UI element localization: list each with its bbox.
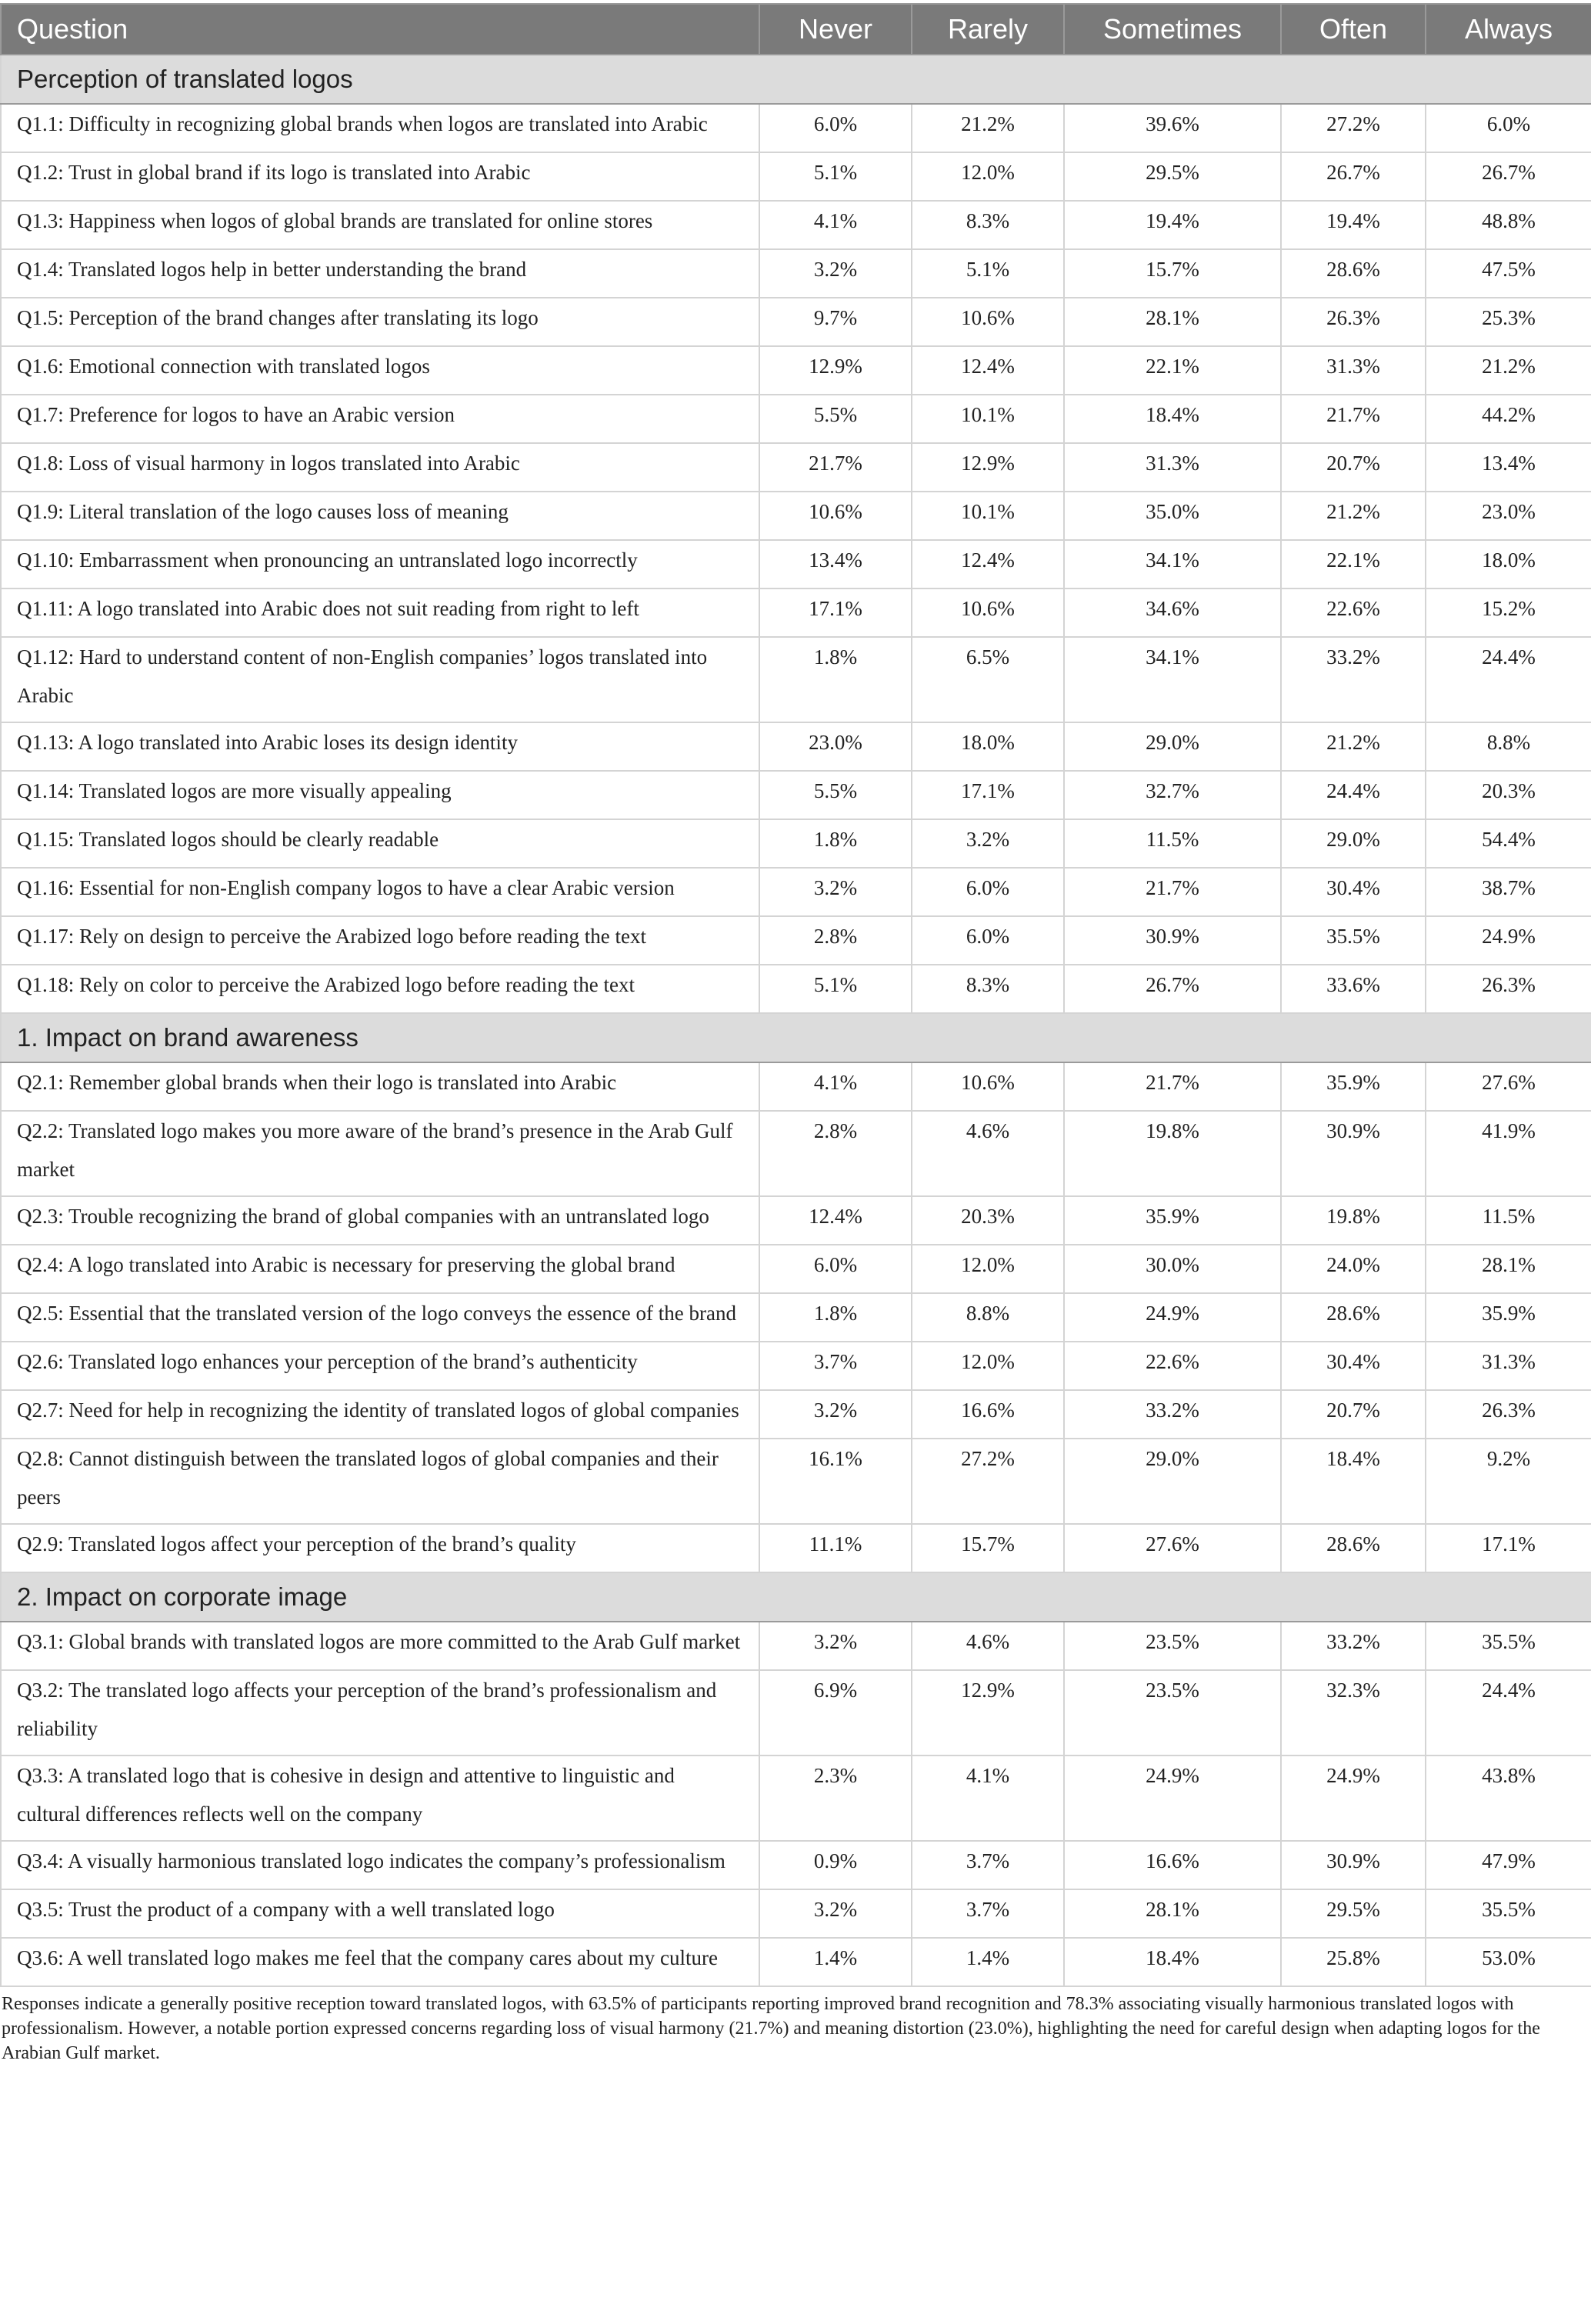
always-cell: 6.0% bbox=[1426, 104, 1591, 152]
never-cell: 3.2% bbox=[759, 868, 912, 916]
often-cell: 19.8% bbox=[1281, 1196, 1426, 1245]
question-cell: Q3.1: Global brands with translated logos are more committed to the Arab Gulf market bbox=[1, 1622, 759, 1670]
sometimes-cell: 32.7% bbox=[1064, 771, 1281, 819]
often-cell: 24.4% bbox=[1281, 771, 1426, 819]
question-cell: Q2.7: Need for help in recognizing the identity of translated logos of global companies bbox=[1, 1390, 759, 1439]
rarely-cell: 8.8% bbox=[912, 1293, 1064, 1342]
often-cell: 21.2% bbox=[1281, 722, 1426, 771]
table-row bbox=[1, 1524, 1591, 1572]
table-row bbox=[1, 540, 1591, 589]
always-cell: 26.3% bbox=[1426, 1390, 1591, 1439]
sometimes-cell: 11.5% bbox=[1064, 819, 1281, 868]
sometimes-cell: 24.9% bbox=[1064, 1756, 1281, 1841]
rarely-cell: 4.1% bbox=[912, 1756, 1064, 1841]
never-cell: 6.0% bbox=[759, 104, 912, 152]
rarely-cell: 12.0% bbox=[912, 152, 1064, 201]
sometimes-cell: 23.5% bbox=[1064, 1670, 1281, 1756]
table-row bbox=[1, 1756, 1591, 1841]
rarely-cell: 10.1% bbox=[912, 492, 1064, 540]
rarely-cell: 16.6% bbox=[912, 1390, 1064, 1439]
often-cell: 24.0% bbox=[1281, 1245, 1426, 1293]
sometimes-cell: 24.9% bbox=[1064, 1293, 1281, 1342]
question-cell: Q1.4: Translated logos help in better understanding the brand bbox=[1, 249, 759, 298]
rarely-cell: 12.9% bbox=[912, 443, 1064, 492]
table-row bbox=[1, 819, 1591, 868]
often-cell: 25.8% bbox=[1281, 1938, 1426, 1986]
never-cell: 10.6% bbox=[759, 492, 912, 540]
sometimes-cell: 19.8% bbox=[1064, 1111, 1281, 1196]
header-question: Question bbox=[1, 4, 759, 55]
always-cell: 21.2% bbox=[1426, 346, 1591, 395]
rarely-cell: 8.3% bbox=[912, 201, 1064, 249]
question-cell: Q1.14: Translated logos are more visually appealing bbox=[1, 771, 759, 819]
rarely-cell: 3.2% bbox=[912, 819, 1064, 868]
header-row bbox=[1, 4, 1591, 55]
always-cell: 31.3% bbox=[1426, 1342, 1591, 1390]
rarely-cell: 6.5% bbox=[912, 637, 1064, 722]
always-cell: 27.6% bbox=[1426, 1062, 1591, 1111]
never-cell: 1.8% bbox=[759, 637, 912, 722]
sometimes-cell: 28.1% bbox=[1064, 1889, 1281, 1938]
rarely-cell: 10.6% bbox=[912, 298, 1064, 346]
header-sometimes: Sometimes bbox=[1064, 4, 1281, 55]
always-cell: 47.9% bbox=[1426, 1841, 1591, 1889]
often-cell: 32.3% bbox=[1281, 1670, 1426, 1756]
rarely-cell: 12.9% bbox=[912, 1670, 1064, 1756]
sometimes-cell: 28.1% bbox=[1064, 298, 1281, 346]
table-row bbox=[1, 1293, 1591, 1342]
question-cell: Q1.6: Emotional connection with translated logos bbox=[1, 346, 759, 395]
rarely-cell: 10.1% bbox=[912, 395, 1064, 443]
never-cell: 11.1% bbox=[759, 1524, 912, 1572]
never-cell: 9.7% bbox=[759, 298, 912, 346]
never-cell: 5.5% bbox=[759, 771, 912, 819]
always-cell: 25.3% bbox=[1426, 298, 1591, 346]
rarely-cell: 12.0% bbox=[912, 1245, 1064, 1293]
always-cell: 54.4% bbox=[1426, 819, 1591, 868]
always-cell: 18.0% bbox=[1426, 540, 1591, 589]
rarely-cell: 4.6% bbox=[912, 1111, 1064, 1196]
table-row bbox=[1, 1390, 1591, 1439]
rarely-cell: 3.7% bbox=[912, 1841, 1064, 1889]
often-cell: 27.2% bbox=[1281, 104, 1426, 152]
never-cell: 1.4% bbox=[759, 1938, 912, 1986]
sometimes-cell: 33.2% bbox=[1064, 1390, 1281, 1439]
rarely-cell: 6.0% bbox=[912, 868, 1064, 916]
rarely-cell: 10.6% bbox=[912, 1062, 1064, 1111]
table-row bbox=[1, 104, 1591, 152]
often-cell: 33.2% bbox=[1281, 1622, 1426, 1670]
section-row bbox=[1, 1572, 1591, 1622]
often-cell: 30.4% bbox=[1281, 868, 1426, 916]
rarely-cell: 5.1% bbox=[912, 249, 1064, 298]
sometimes-cell: 29.0% bbox=[1064, 722, 1281, 771]
rarely-cell: 20.3% bbox=[912, 1196, 1064, 1245]
often-cell: 29.0% bbox=[1281, 819, 1426, 868]
sometimes-cell: 31.3% bbox=[1064, 443, 1281, 492]
table-row bbox=[1, 1342, 1591, 1390]
section-title: Perception of translated logos bbox=[1, 55, 1591, 104]
always-cell: 11.5% bbox=[1426, 1196, 1591, 1245]
table-row bbox=[1, 298, 1591, 346]
table-row bbox=[1, 637, 1591, 722]
never-cell: 1.8% bbox=[759, 819, 912, 868]
question-cell: Q1.11: A logo translated into Arabic does not suit reading from right to left bbox=[1, 589, 759, 637]
always-cell: 38.7% bbox=[1426, 868, 1591, 916]
always-cell: 26.3% bbox=[1426, 965, 1591, 1013]
sometimes-cell: 35.9% bbox=[1064, 1196, 1281, 1245]
often-cell: 20.7% bbox=[1281, 1390, 1426, 1439]
question-cell: Q1.8: Loss of visual harmony in logos translated into Arabic bbox=[1, 443, 759, 492]
question-cell: Q1.7: Preference for logos to have an Arabic version bbox=[1, 395, 759, 443]
table-row bbox=[1, 1196, 1591, 1245]
never-cell: 16.1% bbox=[759, 1439, 912, 1524]
always-cell: 8.8% bbox=[1426, 722, 1591, 771]
question-cell: Q2.8: Cannot distinguish between the translated logos of global companies and their peers bbox=[1, 1439, 759, 1524]
never-cell: 4.1% bbox=[759, 201, 912, 249]
table-row bbox=[1, 152, 1591, 201]
often-cell: 21.2% bbox=[1281, 492, 1426, 540]
never-cell: 17.1% bbox=[759, 589, 912, 637]
table-row bbox=[1, 722, 1591, 771]
question-cell: Q1.16: Essential for non-English company logos to have a clear Arabic version bbox=[1, 868, 759, 916]
never-cell: 2.8% bbox=[759, 1111, 912, 1196]
question-cell: Q3.2: The translated logo affects your perception of the brand’s professionalism and reliability bbox=[1, 1670, 759, 1756]
section-title: 2. Impact on corporate image bbox=[1, 1572, 1591, 1622]
never-cell: 5.5% bbox=[759, 395, 912, 443]
section-row bbox=[1, 1013, 1591, 1062]
never-cell: 3.2% bbox=[759, 1889, 912, 1938]
table-row bbox=[1, 1841, 1591, 1889]
table-row bbox=[1, 395, 1591, 443]
table-row bbox=[1, 1938, 1591, 1986]
question-cell: Q1.17: Rely on design to perceive the Arabized logo before reading the text bbox=[1, 916, 759, 965]
often-cell: 19.4% bbox=[1281, 201, 1426, 249]
rarely-cell: 1.4% bbox=[912, 1938, 1064, 1986]
table-row bbox=[1, 1439, 1591, 1524]
question-cell: Q1.9: Literal translation of the logo causes loss of meaning bbox=[1, 492, 759, 540]
table-body bbox=[1, 55, 1591, 1986]
table-row bbox=[1, 1062, 1591, 1111]
often-cell: 24.9% bbox=[1281, 1756, 1426, 1841]
rarely-cell: 10.6% bbox=[912, 589, 1064, 637]
often-cell: 18.4% bbox=[1281, 1439, 1426, 1524]
sometimes-cell: 29.5% bbox=[1064, 152, 1281, 201]
rarely-cell: 12.0% bbox=[912, 1342, 1064, 1390]
never-cell: 5.1% bbox=[759, 965, 912, 1013]
always-cell: 9.2% bbox=[1426, 1439, 1591, 1524]
often-cell: 29.5% bbox=[1281, 1889, 1426, 1938]
table-footnote: Responses indicate a generally positive reception toward translated logos, with 63.5% of participants reporting improved brand recognition and 78.3% associating visually harmonious translated logos with professionalism. However, a notable portion expressed concerns regarding loss of visual harmony (21.7%) and meaning distortion (23.0%), highlighting the need for careful design when adapting logos for the Arabian Gulf market. bbox=[2, 1994, 1540, 2063]
sometimes-cell: 18.4% bbox=[1064, 395, 1281, 443]
question-cell: Q1.2: Trust in global brand if its logo is translated into Arabic bbox=[1, 152, 759, 201]
often-cell: 26.3% bbox=[1281, 298, 1426, 346]
sometimes-cell: 19.4% bbox=[1064, 201, 1281, 249]
sometimes-cell: 23.5% bbox=[1064, 1622, 1281, 1670]
always-cell: 26.7% bbox=[1426, 152, 1591, 201]
always-cell: 24.4% bbox=[1426, 637, 1591, 722]
rarely-cell: 17.1% bbox=[912, 771, 1064, 819]
question-cell: Q1.10: Embarrassment when pronouncing an untranslated logo incorrectly bbox=[1, 540, 759, 589]
question-cell: Q2.4: A logo translated into Arabic is necessary for preserving the global brand bbox=[1, 1245, 759, 1293]
often-cell: 28.6% bbox=[1281, 1524, 1426, 1572]
question-cell: Q1.3: Happiness when logos of global brands are translated for online stores bbox=[1, 201, 759, 249]
sometimes-cell: 22.1% bbox=[1064, 346, 1281, 395]
question-cell: Q3.5: Trust the product of a company with a well translated logo bbox=[1, 1889, 759, 1938]
table-row bbox=[1, 1670, 1591, 1756]
table-row bbox=[1, 1889, 1591, 1938]
question-cell: Q3.3: A translated logo that is cohesive in design and attentive to linguistic and cultural differences reflects well on the company bbox=[1, 1756, 759, 1841]
table-row bbox=[1, 492, 1591, 540]
table-row bbox=[1, 771, 1591, 819]
sometimes-cell: 29.0% bbox=[1064, 1439, 1281, 1524]
never-cell: 0.9% bbox=[759, 1841, 912, 1889]
question-cell: Q2.5: Essential that the translated version of the logo conveys the essence of the brand bbox=[1, 1293, 759, 1342]
table-row bbox=[1, 1622, 1591, 1670]
rarely-cell: 3.7% bbox=[912, 1889, 1064, 1938]
never-cell: 12.4% bbox=[759, 1196, 912, 1245]
question-cell: Q2.6: Translated logo enhances your perception of the brand’s authenticity bbox=[1, 1342, 759, 1390]
sometimes-cell: 16.6% bbox=[1064, 1841, 1281, 1889]
sometimes-cell: 30.0% bbox=[1064, 1245, 1281, 1293]
table-row bbox=[1, 1111, 1591, 1196]
rarely-cell: 4.6% bbox=[912, 1622, 1064, 1670]
question-cell: Q1.13: A logo translated into Arabic loses its design identity bbox=[1, 722, 759, 771]
question-cell: Q1.5: Perception of the brand changes after translating its logo bbox=[1, 298, 759, 346]
often-cell: 30.9% bbox=[1281, 1841, 1426, 1889]
never-cell: 3.2% bbox=[759, 1622, 912, 1670]
sometimes-cell: 26.7% bbox=[1064, 965, 1281, 1013]
always-cell: 43.8% bbox=[1426, 1756, 1591, 1841]
rarely-cell: 15.7% bbox=[912, 1524, 1064, 1572]
table-row bbox=[1, 868, 1591, 916]
header-rarely: Rarely bbox=[912, 4, 1064, 55]
never-cell: 1.8% bbox=[759, 1293, 912, 1342]
never-cell: 2.8% bbox=[759, 916, 912, 965]
often-cell: 33.2% bbox=[1281, 637, 1426, 722]
never-cell: 6.9% bbox=[759, 1670, 912, 1756]
never-cell: 23.0% bbox=[759, 722, 912, 771]
rarely-cell: 27.2% bbox=[912, 1439, 1064, 1524]
always-cell: 17.1% bbox=[1426, 1524, 1591, 1572]
often-cell: 20.7% bbox=[1281, 443, 1426, 492]
always-cell: 35.9% bbox=[1426, 1293, 1591, 1342]
often-cell: 33.6% bbox=[1281, 965, 1426, 1013]
often-cell: 21.7% bbox=[1281, 395, 1426, 443]
rarely-cell: 18.0% bbox=[912, 722, 1064, 771]
header-always: Always bbox=[1426, 4, 1591, 55]
always-cell: 48.8% bbox=[1426, 201, 1591, 249]
rarely-cell: 21.2% bbox=[912, 104, 1064, 152]
often-cell: 35.9% bbox=[1281, 1062, 1426, 1111]
always-cell: 23.0% bbox=[1426, 492, 1591, 540]
always-cell: 24.4% bbox=[1426, 1670, 1591, 1756]
often-cell: 35.5% bbox=[1281, 916, 1426, 965]
sometimes-cell: 30.9% bbox=[1064, 916, 1281, 965]
never-cell: 21.7% bbox=[759, 443, 912, 492]
question-cell: Q1.1: Difficulty in recognizing global brands when logos are translated into Arabic bbox=[1, 104, 759, 152]
table-row bbox=[1, 1245, 1591, 1293]
question-cell: Q2.1: Remember global brands when their logo is translated into Arabic bbox=[1, 1062, 759, 1111]
never-cell: 6.0% bbox=[759, 1245, 912, 1293]
always-cell: 35.5% bbox=[1426, 1889, 1591, 1938]
header-often: Often bbox=[1281, 4, 1426, 55]
question-cell: Q2.9: Translated logos affect your perception of the brand’s quality bbox=[1, 1524, 759, 1572]
table-row bbox=[1, 443, 1591, 492]
question-cell: Q1.15: Translated logos should be clearly readable bbox=[1, 819, 759, 868]
often-cell: 26.7% bbox=[1281, 152, 1426, 201]
sometimes-cell: 22.6% bbox=[1064, 1342, 1281, 1390]
never-cell: 2.3% bbox=[759, 1756, 912, 1841]
table-row bbox=[1, 589, 1591, 637]
never-cell: 13.4% bbox=[759, 540, 912, 589]
question-cell: Q1.12: Hard to understand content of non-English companies’ logos translated into Arabic bbox=[1, 637, 759, 722]
often-cell: 22.6% bbox=[1281, 589, 1426, 637]
always-cell: 44.2% bbox=[1426, 395, 1591, 443]
sometimes-cell: 21.7% bbox=[1064, 1062, 1281, 1111]
table-header bbox=[1, 4, 1591, 55]
sometimes-cell: 15.7% bbox=[1064, 249, 1281, 298]
rarely-cell: 12.4% bbox=[912, 346, 1064, 395]
table-row bbox=[1, 965, 1591, 1013]
question-cell: Q2.2: Translated logo makes you more aware of the brand’s presence in the Arab Gulf market bbox=[1, 1111, 759, 1196]
sometimes-cell: 27.6% bbox=[1064, 1524, 1281, 1572]
often-cell: 22.1% bbox=[1281, 540, 1426, 589]
rarely-cell: 8.3% bbox=[912, 965, 1064, 1013]
always-cell: 15.2% bbox=[1426, 589, 1591, 637]
often-cell: 31.3% bbox=[1281, 346, 1426, 395]
never-cell: 3.2% bbox=[759, 249, 912, 298]
sometimes-cell: 34.6% bbox=[1064, 589, 1281, 637]
rarely-cell: 12.4% bbox=[912, 540, 1064, 589]
question-cell: Q2.3: Trouble recognizing the brand of global companies with an untranslated logo bbox=[1, 1196, 759, 1245]
sometimes-cell: 34.1% bbox=[1064, 637, 1281, 722]
never-cell: 12.9% bbox=[759, 346, 912, 395]
always-cell: 53.0% bbox=[1426, 1938, 1591, 1986]
question-cell: Q3.4: A visually harmonious translated logo indicates the company’s professionalism bbox=[1, 1841, 759, 1889]
often-cell: 28.6% bbox=[1281, 249, 1426, 298]
sometimes-cell: 34.1% bbox=[1064, 540, 1281, 589]
always-cell: 13.4% bbox=[1426, 443, 1591, 492]
often-cell: 28.6% bbox=[1281, 1293, 1426, 1342]
often-cell: 30.4% bbox=[1281, 1342, 1426, 1390]
sometimes-cell: 39.6% bbox=[1064, 104, 1281, 152]
rarely-cell: 6.0% bbox=[912, 916, 1064, 965]
always-cell: 41.9% bbox=[1426, 1111, 1591, 1196]
always-cell: 20.3% bbox=[1426, 771, 1591, 819]
never-cell: 3.7% bbox=[759, 1342, 912, 1390]
section-title: 1. Impact on brand awareness bbox=[1, 1013, 1591, 1062]
never-cell: 3.2% bbox=[759, 1390, 912, 1439]
never-cell: 4.1% bbox=[759, 1062, 912, 1111]
table-row bbox=[1, 249, 1591, 298]
question-cell: Q1.18: Rely on color to perceive the Arabized logo before reading the text bbox=[1, 965, 759, 1013]
header-never: Never bbox=[759, 4, 912, 55]
always-cell: 24.9% bbox=[1426, 916, 1591, 965]
section-row bbox=[1, 55, 1591, 104]
never-cell: 5.1% bbox=[759, 152, 912, 201]
always-cell: 28.1% bbox=[1426, 1245, 1591, 1293]
table-row bbox=[1, 346, 1591, 395]
question-cell: Q3.6: A well translated logo makes me feel that the company cares about my culture bbox=[1, 1938, 759, 1986]
table-row bbox=[1, 916, 1591, 965]
sometimes-cell: 21.7% bbox=[1064, 868, 1281, 916]
survey-results-table bbox=[0, 3, 1591, 1987]
often-cell: 30.9% bbox=[1281, 1111, 1426, 1196]
table-row bbox=[1, 201, 1591, 249]
sometimes-cell: 35.0% bbox=[1064, 492, 1281, 540]
always-cell: 35.5% bbox=[1426, 1622, 1591, 1670]
always-cell: 47.5% bbox=[1426, 249, 1591, 298]
sometimes-cell: 18.4% bbox=[1064, 1938, 1281, 1986]
